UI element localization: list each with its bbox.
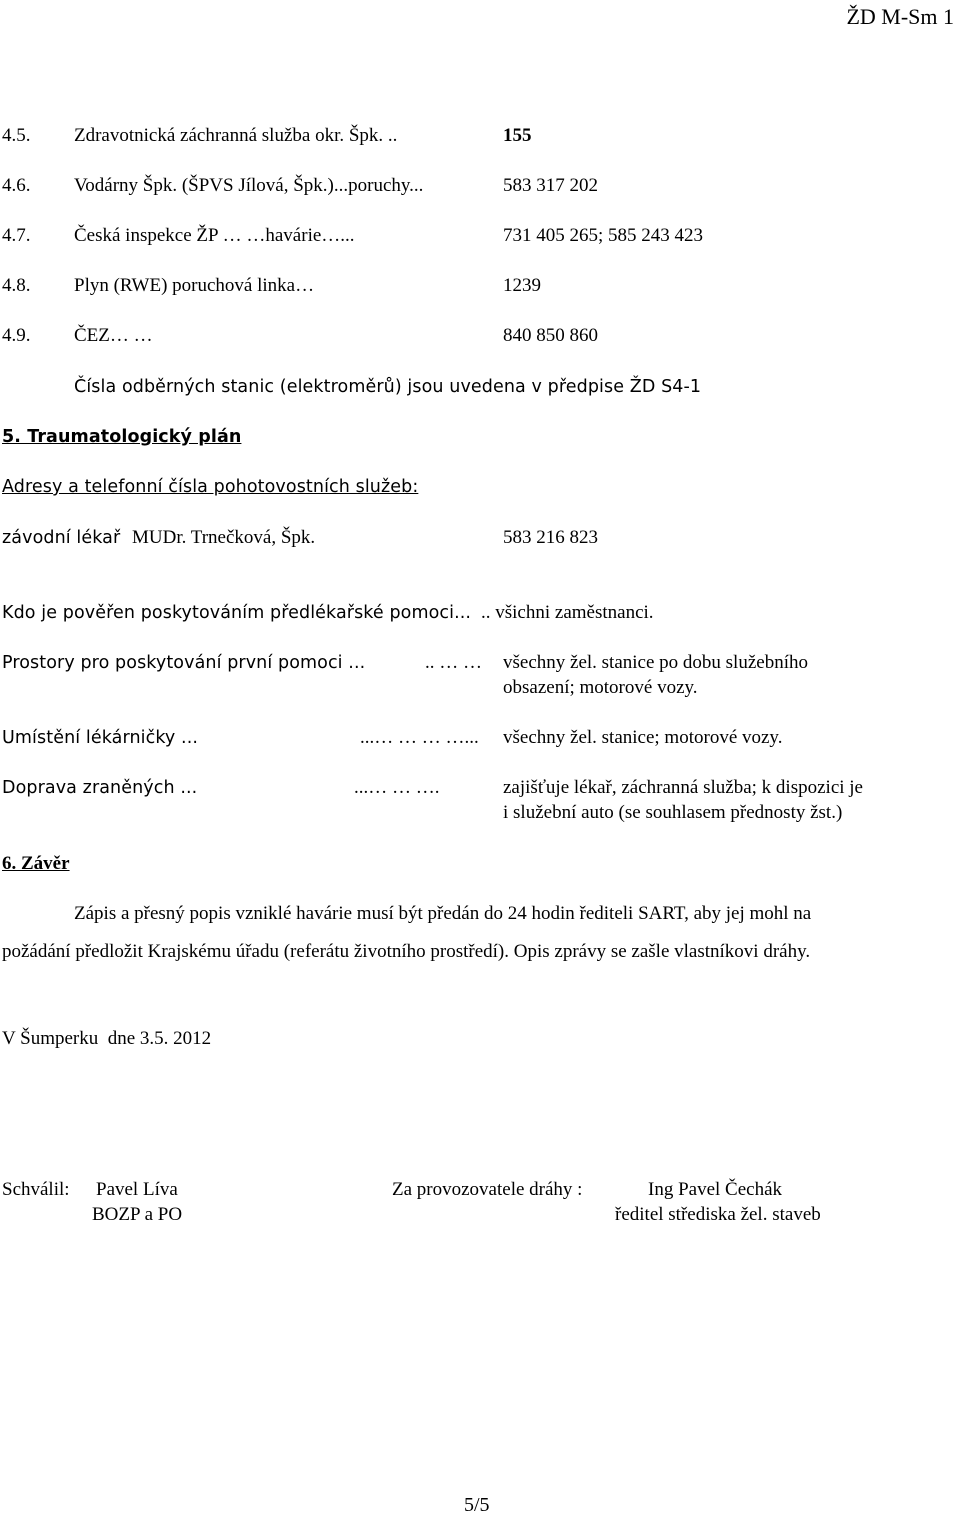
page-number: 5/5: [464, 1494, 490, 1516]
qa-label: Prostory pro poskytování první pomoci ...: [2, 653, 366, 673]
contact-phone: 155: [503, 125, 532, 146]
qa-value: zajišťuje lékař, záchranná služba; k dispozici je: [503, 777, 863, 798]
contact-phone: 731 405 265; 585 243 423: [503, 225, 704, 246]
contact-phone: 1239: [503, 275, 541, 296]
document-code: ŽD M-Sm 1: [846, 4, 954, 29]
qa-dots: ...… … … …...: [360, 727, 479, 748]
contact-name: Česká inspekce ŽP … …havárie…...: [74, 225, 355, 246]
section-subheading-addresses: Adresy a telefonní čísla pohotovostních služeb:: [2, 477, 419, 497]
qa-value-continued: obsazení; motorové vozy.: [503, 677, 698, 698]
conclusion-paragraph-line: požádání předložit Krajskému úřadu (referátu životního prostředí). Opis zprávy se zašle vlastníkovi dráhy.: [2, 941, 811, 962]
contact-number: 4.8.: [2, 275, 31, 296]
qa-value-continued: i služební auto (se souhlasem přednosty žst.): [503, 802, 843, 823]
contact-name: Vodárny Špk. (ŠPVS Jílová, Špk.)...poruchy...: [74, 175, 424, 196]
qa-label: Kdo je pověřen poskytováním předlékařské pomoci...: [2, 603, 472, 623]
qa-label: Doprava zraněných ...: [2, 778, 198, 798]
contact-phone: 583 317 202: [503, 175, 598, 196]
qa-value: všechny žel. stanice; motorové vozy.: [503, 727, 783, 748]
contact-number: 4.9.: [2, 325, 31, 346]
qa-dots: ...… … ….: [354, 777, 440, 798]
qa-label: Umístění lékárničky ...: [2, 728, 199, 748]
qa-value: .. všichni zaměstnanci.: [481, 602, 654, 623]
contact-number: 4.7.: [2, 225, 31, 246]
approved-role: BOZP a PO: [92, 1204, 183, 1225]
section-heading-conclusion: 6. Závěr: [2, 853, 70, 874]
qa-value: všechny žel. stanice po dobu služebního: [503, 652, 808, 673]
place-and-date: V Šumperku dne 3.5. 2012: [2, 1028, 212, 1049]
section-heading-traumatology: 5. Traumatologický plán: [2, 427, 242, 447]
doctor-name: MUDr. Trnečková, Špk.: [132, 527, 316, 548]
contact-number: 4.5.: [2, 125, 31, 146]
meter-note: Čísla odběrných stanic (elektroměrů) jsou uvedena v předpise ŽD S4-1: [74, 377, 702, 397]
doctor-label: závodní lékař: [2, 528, 121, 548]
contact-name: Zdravotnická záchranná služba okr. Špk. ..: [74, 125, 398, 146]
contact-number: 4.6.: [2, 175, 31, 196]
contact-phone: 840 850 860: [503, 325, 598, 346]
operator-role: ředitel střediska žel. staveb: [615, 1204, 821, 1225]
doctor-phone: 583 216 823: [503, 527, 598, 548]
operator-name: Ing Pavel Čechák: [648, 1179, 783, 1200]
qa-dots: .. … …: [425, 652, 482, 673]
approved-name: Pavel Líva: [96, 1179, 178, 1200]
contact-name: ČEZ… …: [74, 325, 153, 346]
contact-name: Plyn (RWE) poruchová linka…: [74, 275, 315, 296]
conclusion-paragraph-line: Zápis a přesný popis vzniklé havárie musí být předán do 24 hodin řediteli SART, aby jej mohl na: [74, 903, 812, 924]
operator-label: Za provozovatele dráhy :: [392, 1179, 583, 1200]
approved-label: Schválil:: [2, 1179, 70, 1200]
